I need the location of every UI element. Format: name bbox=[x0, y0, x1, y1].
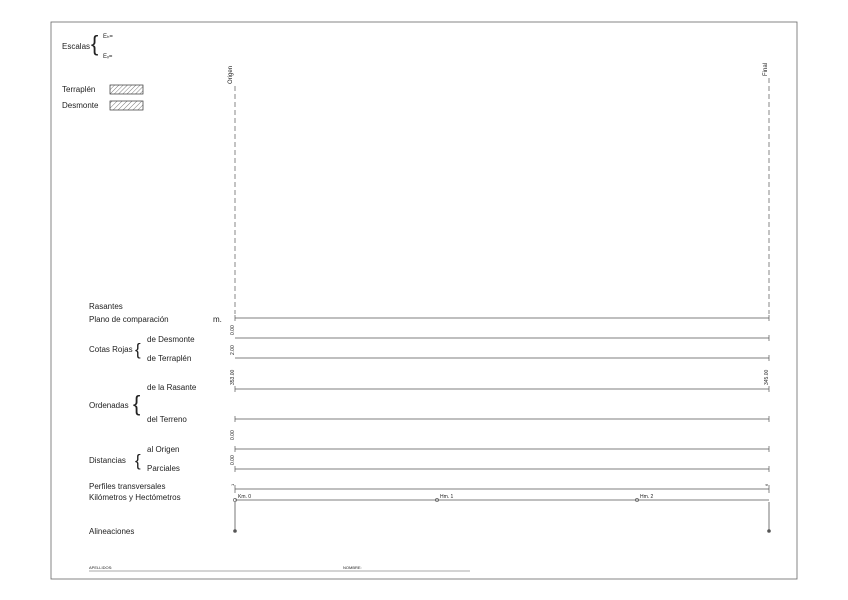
row-cotas-terraplen: de Terraplén bbox=[147, 354, 192, 363]
legend-fill-label: Terraplén bbox=[62, 85, 96, 94]
row-alineaciones: Alineaciones bbox=[89, 527, 135, 536]
row-rasantes: Rasantes bbox=[89, 302, 123, 311]
row-dist-origen: al Origen bbox=[147, 445, 180, 454]
legend-cut-label: Desmonte bbox=[62, 101, 99, 110]
alineaciones-markers bbox=[234, 502, 771, 532]
footer-surname-label: APELLIDOS: bbox=[89, 565, 113, 570]
value-rasante-final: 345.00 bbox=[764, 369, 770, 385]
row-perfiles: Perfiles transversales bbox=[89, 482, 166, 491]
km-marker-2 bbox=[635, 494, 653, 502]
row-cotas-desmonte: de Desmonte bbox=[147, 335, 195, 344]
row-dist-parciales: Parciales bbox=[147, 464, 180, 473]
row-ord-rasante: de la Rasante bbox=[147, 383, 197, 392]
row-lines bbox=[235, 315, 769, 500]
row-ordenadas: Ordenadas bbox=[89, 401, 129, 410]
station-end-label: Final bbox=[763, 62, 769, 76]
km-label-0: Km. 0 bbox=[238, 494, 252, 500]
scales-brace: { bbox=[91, 31, 99, 56]
row-kilometros: Kilómetros y Hectómetros bbox=[89, 493, 181, 502]
station-start-label: Origen bbox=[228, 65, 234, 84]
scales-title: Escalas bbox=[62, 42, 91, 51]
value-dist-origen: 0.00 bbox=[230, 430, 236, 440]
row-plano-unit: m. bbox=[213, 315, 222, 324]
row-cotas-rojas: Cotas Rojas bbox=[89, 345, 133, 354]
legend-cut-swatch bbox=[110, 101, 143, 110]
km-marker-0 bbox=[233, 494, 251, 502]
row-plano: Plano de comparación bbox=[89, 315, 169, 324]
scale-vertical: Eᵥ= bbox=[103, 54, 113, 60]
row-distancias: Distancias bbox=[89, 456, 126, 465]
row-ord-terreno: del Terreno bbox=[147, 415, 187, 424]
distancias-brace: { bbox=[135, 451, 141, 470]
value-perfil-start: 1 bbox=[230, 483, 235, 486]
km-label-2: Hm. 2 bbox=[640, 494, 654, 500]
footer-name-label: NOMBRE: bbox=[343, 565, 362, 570]
km-label-1: Hm. 1 bbox=[440, 494, 454, 500]
km-marker-1 bbox=[435, 494, 453, 502]
value-rasante-origin: 353.00 bbox=[230, 369, 236, 385]
value-dist-parcial: 0.00 bbox=[230, 455, 236, 465]
ordenadas-brace: { bbox=[133, 391, 141, 416]
value-perfil-end: 6 bbox=[764, 483, 769, 486]
value-cota-terraplen: 2.00 bbox=[230, 345, 236, 355]
scale-horizontal: Eₕ= bbox=[103, 34, 113, 40]
legend-fill-swatch bbox=[110, 85, 143, 94]
value-cota-desmonte: 0.00 bbox=[230, 325, 236, 335]
cotas-brace: { bbox=[135, 340, 141, 359]
